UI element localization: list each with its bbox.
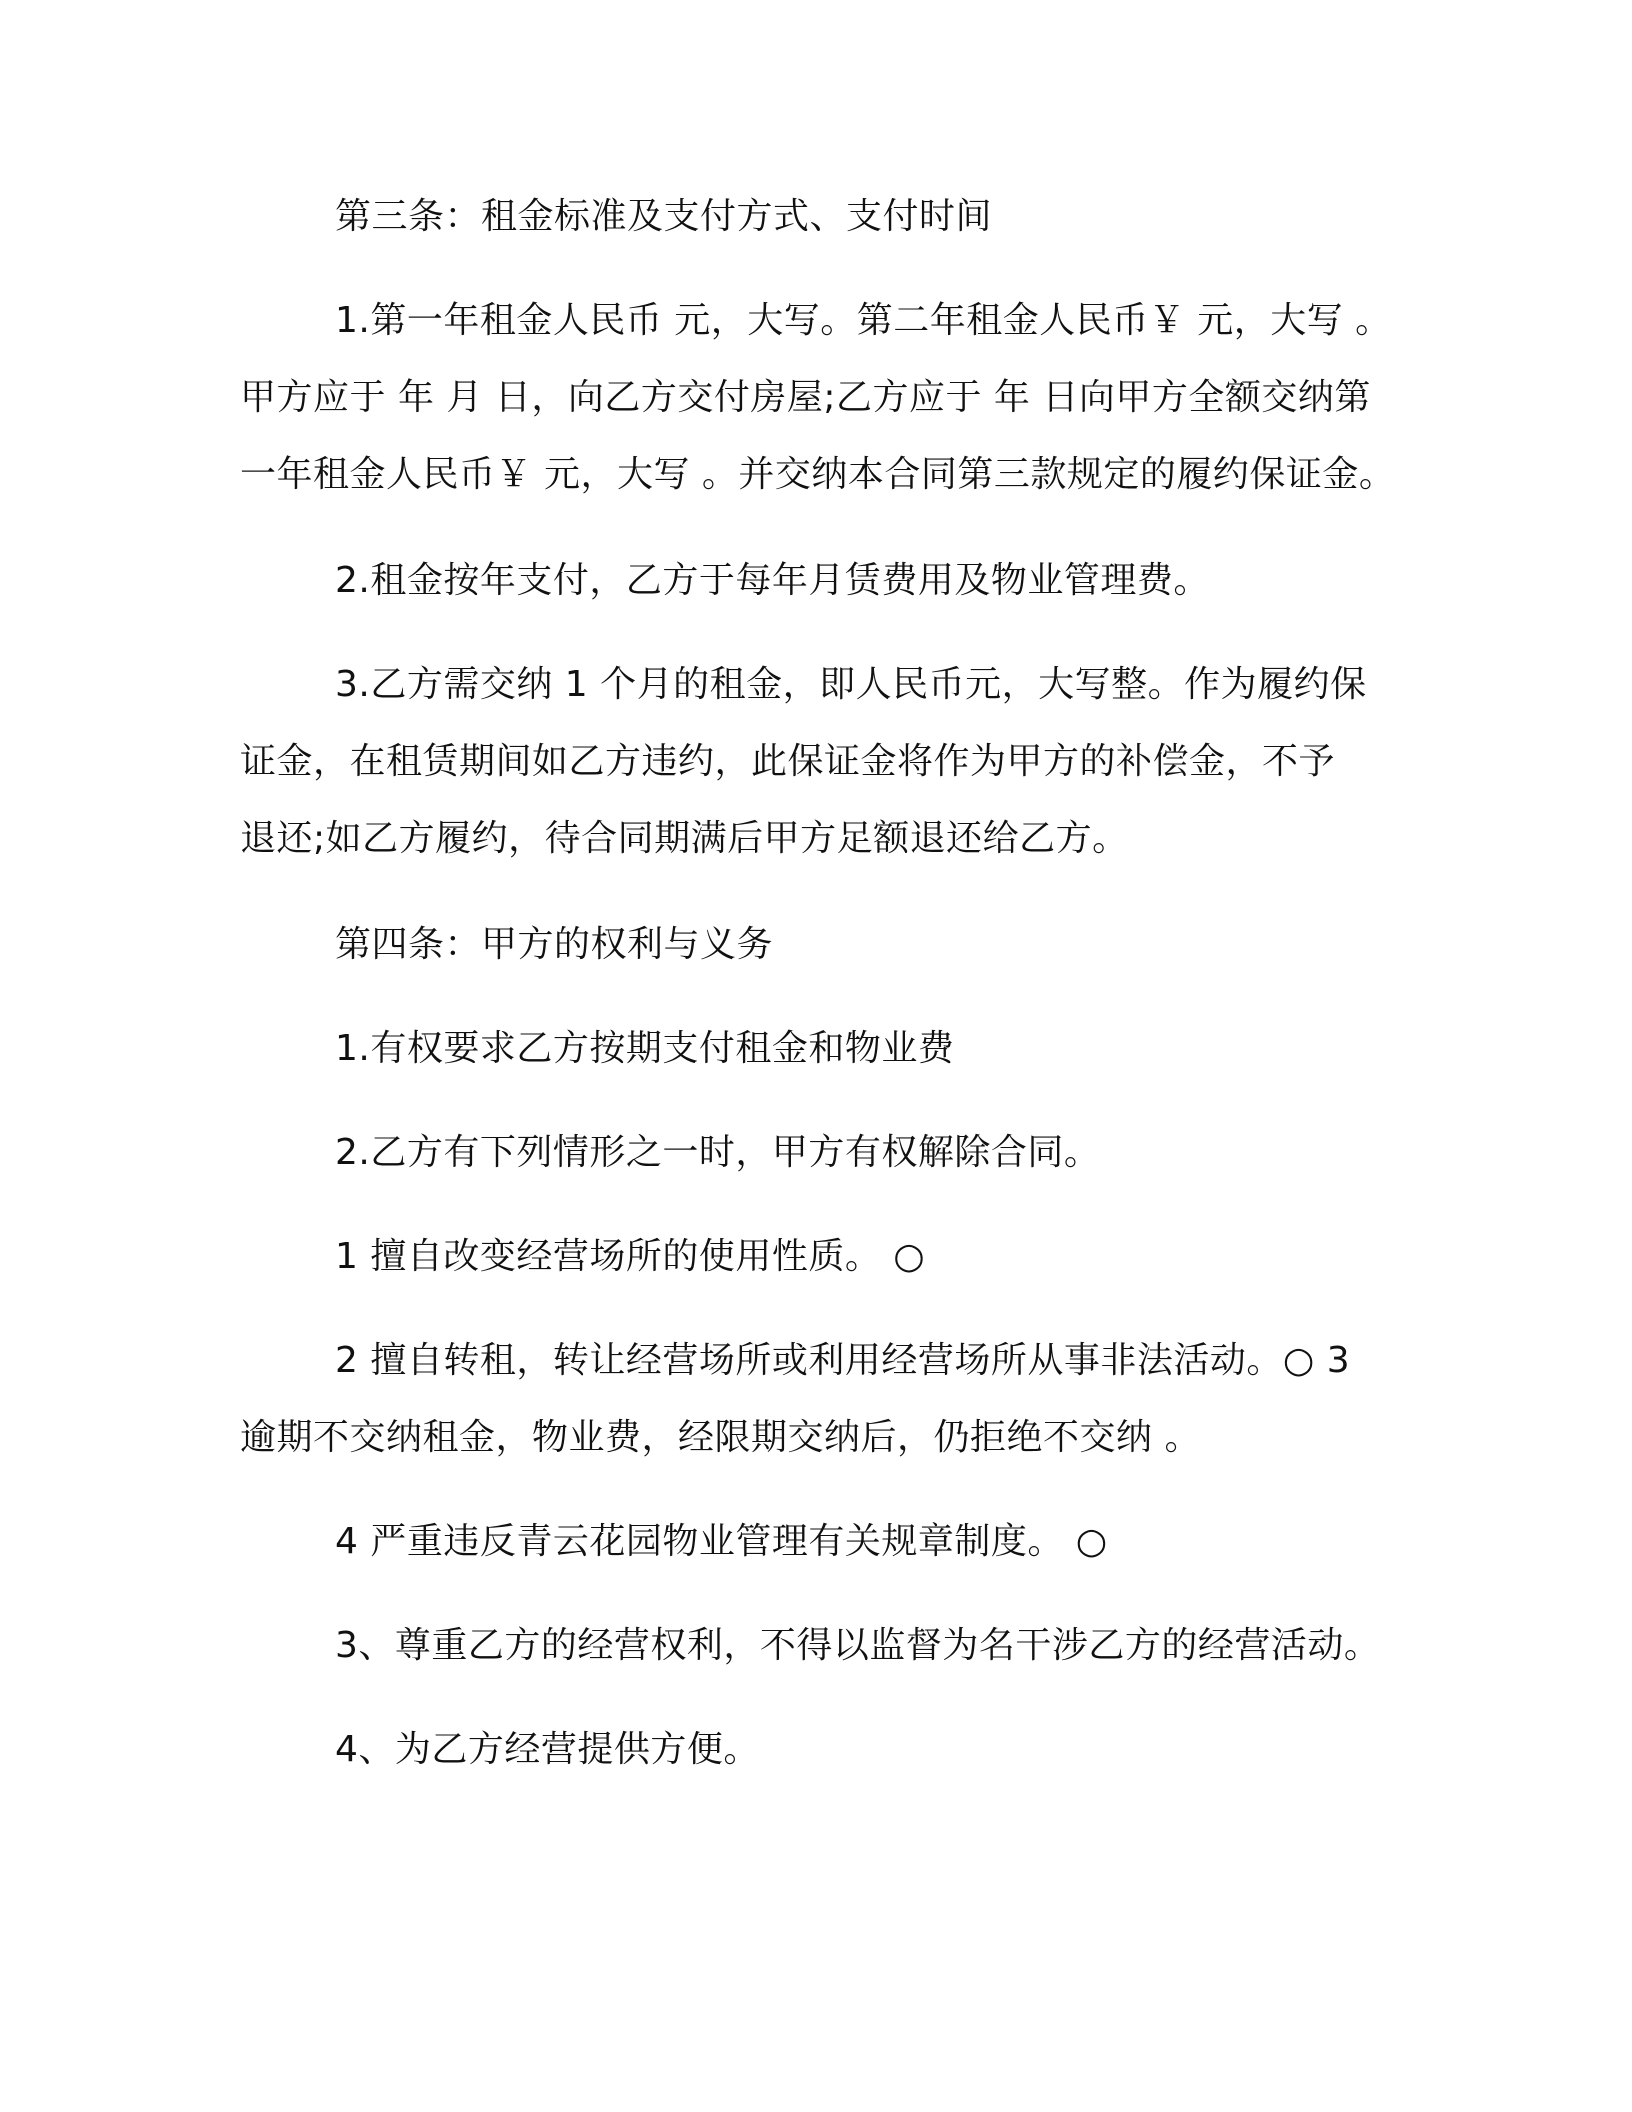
paragraph-line: 退还;如乙方履约，待合同期满后甲方足额退还给乙方。	[240, 818, 1129, 859]
paragraph-line: 一年租金人民币￥ 元，大写 。并交纳本合同第三款规定的履约保证金。	[240, 454, 1396, 495]
article-4-clause-4	[240, 1711, 1400, 1788]
article-3-clause-3	[240, 646, 1400, 877]
article-3-heading	[240, 178, 1400, 255]
article-4-heading	[240, 906, 1400, 983]
paragraph-line: 1.有权要求乙方按期支付租金和物业费	[335, 1028, 955, 1069]
article-4-clause-1	[240, 1010, 1400, 1087]
paragraph-line: 2 擅自转租，转让经营场所或利用经营场所从事非法活动。○ 3	[335, 1340, 1351, 1381]
paragraph-line: 3.乙方需交纳 1 个月的租金，即人民币元，大写整。作为履约保	[335, 664, 1367, 705]
paragraph-line: 4、为乙方经营提供方便。	[335, 1729, 760, 1770]
article-4-subclause-4	[240, 1503, 1400, 1580]
paragraph-line: 第三条：租金标准及支付方式、支付时间	[335, 196, 993, 237]
article-3-clause-2	[240, 542, 1400, 619]
paragraph-line: 逾期不交纳租金，物业费，经限期交纳后，仍拒绝不交纳 。	[240, 1417, 1201, 1458]
paragraph-line: 4 严重违反青云花园物业管理有关规章制度。 ○	[335, 1521, 1108, 1562]
paragraph-line: 证金，在租赁期间如乙方违约，此保证金将作为甲方的补偿金，不予	[240, 741, 1336, 782]
paragraph-line: 3、尊重乙方的经营权利，不得以监督为名干涉乙方的经营活动。	[335, 1625, 1381, 1666]
article-4-subclause-2-3	[240, 1322, 1400, 1476]
paragraph-line: 甲方应于 年 月 日，向乙方交付房屋;乙方应于 年 日向甲方全额交纳第	[240, 377, 1371, 418]
paragraph-line: 2.乙方有下列情形之一时，甲方有权解除合同。	[335, 1132, 1101, 1173]
article-4-clause-2	[240, 1114, 1400, 1191]
article-4-clause-3	[240, 1607, 1400, 1684]
paragraph-line: 1.第一年租金人民币 元，大写。第二年租金人民币￥ 元，大写 。	[335, 300, 1392, 341]
paragraph-line: 第四条：甲方的权利与义务	[335, 924, 774, 965]
paragraph-line: 2.租金按年支付，乙方于每年月赁费用及物业管理费。	[335, 560, 1210, 601]
article-4-subclause-1	[240, 1218, 1400, 1295]
article-3-clause-1	[240, 282, 1400, 513]
paragraph-line: 1 擅自改变经营场所的使用性质。 ○	[335, 1236, 926, 1277]
